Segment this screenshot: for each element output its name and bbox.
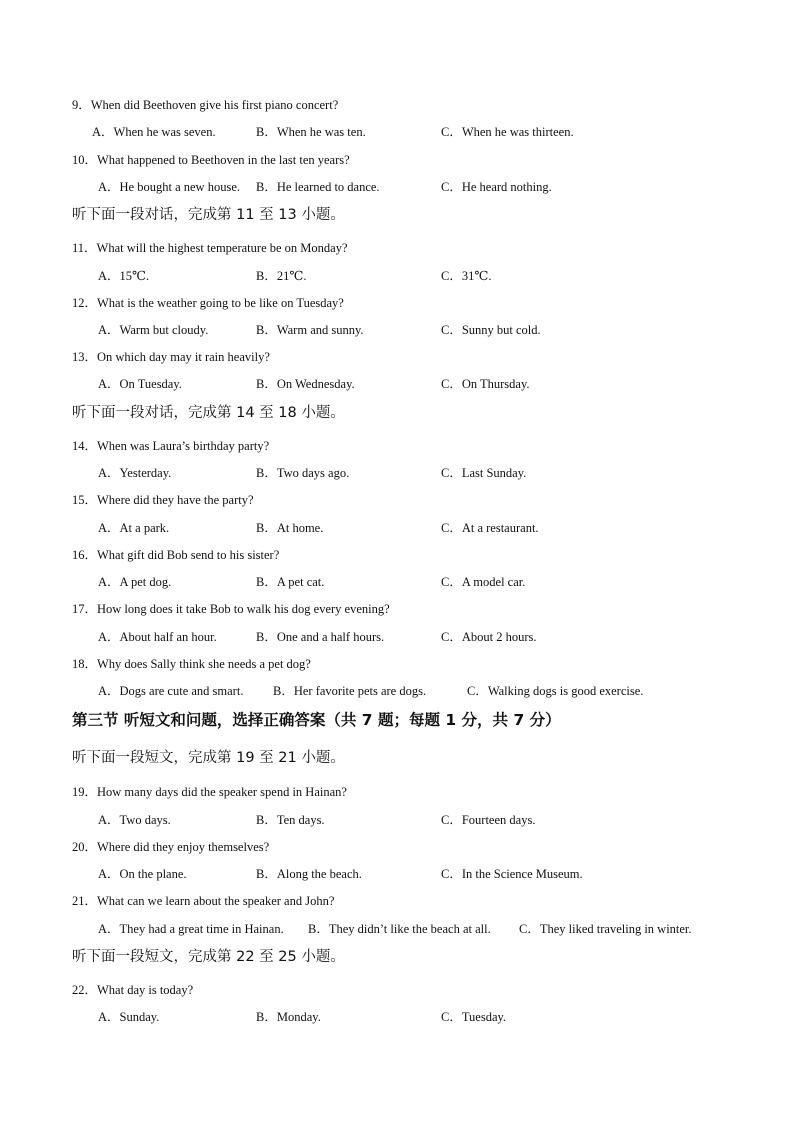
- question-14: 14．When was Laura’s birthday party?: [72, 439, 270, 453]
- question-15: 15．Where did they have the party?: [72, 493, 254, 507]
- option-20a: A．On the plane.: [98, 867, 187, 881]
- option-11a: A．15℃.: [98, 269, 150, 283]
- option-22a: A．Sunday.: [98, 1010, 160, 1024]
- option-14c: C．Last Sunday.: [441, 466, 527, 480]
- question-12: 12．What is the weather going to be like on Tuesday?: [72, 296, 344, 310]
- option-21b: B．They didn’t like the beach at all.: [308, 922, 491, 936]
- option-15b: B．At home.: [256, 521, 324, 535]
- question-10: 10．What happened to Beethoven in the last ten years?: [72, 153, 350, 167]
- option-12a: A．Warm but cloudy.: [98, 323, 209, 337]
- option-19c: C．Fourteen days.: [441, 813, 536, 827]
- question-18: 18．Why does Sally think she needs a pet dog?: [72, 657, 311, 671]
- instruction-22-25: 听下面一段短文，完成第 22 至 25 小题。: [72, 949, 345, 965]
- option-22c: C．Tuesday.: [441, 1010, 507, 1024]
- question-13: 13．On which day may it rain heavily?: [72, 350, 270, 364]
- question-21: 21．What can we learn about the speaker and John?: [72, 894, 335, 908]
- option-16a: A．A pet dog.: [98, 575, 172, 589]
- question-20: 20．Where did they enjoy themselves?: [72, 840, 270, 854]
- option-10b: B．He learned to dance.: [256, 180, 380, 194]
- option-11c: C．31℃.: [441, 269, 492, 283]
- question-22: 22．What day is today?: [72, 983, 194, 997]
- option-12c: C．Sunny but cold.: [441, 323, 541, 337]
- option-16c: C．A model car.: [441, 575, 526, 589]
- option-18a: A．Dogs are cute and smart.: [98, 684, 244, 698]
- option-14a: A．Yesterday.: [98, 466, 172, 480]
- option-17c: C．About 2 hours.: [441, 630, 537, 644]
- option-15a: A．At a park.: [98, 521, 170, 535]
- option-10a: A．He bought a new house.: [98, 180, 240, 194]
- instruction-19-21: 听下面一段短文，完成第 19 至 21 小题。: [72, 750, 345, 766]
- question-11: 11．What will the highest temperature be on Monday?: [72, 241, 348, 255]
- option-9a: A．When he was seven.: [92, 125, 216, 139]
- option-19b: B．Ten days.: [256, 813, 325, 827]
- option-20b: B．Along the beach.: [256, 867, 362, 881]
- question-16: 16．What gift did Bob send to his sister?: [72, 548, 280, 562]
- option-18c: C．Walking dogs is good exercise.: [467, 684, 644, 698]
- option-14b: B．Two days ago.: [256, 466, 350, 480]
- option-9b: B．When he was ten.: [256, 125, 366, 139]
- option-13b: B．On Wednesday.: [256, 377, 355, 391]
- instruction-14-18: 听下面一段对话，完成第 14 至 18 小题。: [72, 405, 345, 421]
- option-10c: C．He heard nothing.: [441, 180, 552, 194]
- option-13c: C．On Thursday.: [441, 377, 530, 391]
- option-16b: B．A pet cat.: [256, 575, 325, 589]
- option-15c: C．At a restaurant.: [441, 521, 539, 535]
- question-17: 17．How long does it take Bob to walk his dog every evening?: [72, 602, 390, 616]
- option-12b: B．Warm and sunny.: [256, 323, 364, 337]
- instruction-11-13: 听下面一段对话，完成第 11 至 13 小题。: [72, 207, 345, 223]
- question-9: 9．When did Beethoven give his first piano concert?: [72, 98, 339, 112]
- option-22b: B．Monday.: [256, 1010, 321, 1024]
- option-18b: B．Her favorite pets are dogs.: [273, 684, 427, 698]
- option-17a: A．About half an hour.: [98, 630, 217, 644]
- option-21a: A．They had a great time in Hainan.: [98, 922, 284, 936]
- option-21c: C．They liked traveling in winter.: [519, 922, 692, 936]
- option-19a: A．Two days.: [98, 813, 171, 827]
- question-19: 19．How many days did the speaker spend in Hainan?: [72, 785, 347, 799]
- option-20c: C．In the Science Museum.: [441, 867, 583, 881]
- option-17b: B．One and a half hours.: [256, 630, 385, 644]
- section-heading: 第三节 听短文和问题，选择正确答案（共 7 题；每题 1 分，共 7 分）: [72, 711, 561, 729]
- option-9c: C．When he was thirteen.: [441, 125, 574, 139]
- option-11b: B．21℃.: [256, 269, 307, 283]
- option-13a: A．On Tuesday.: [98, 377, 182, 391]
